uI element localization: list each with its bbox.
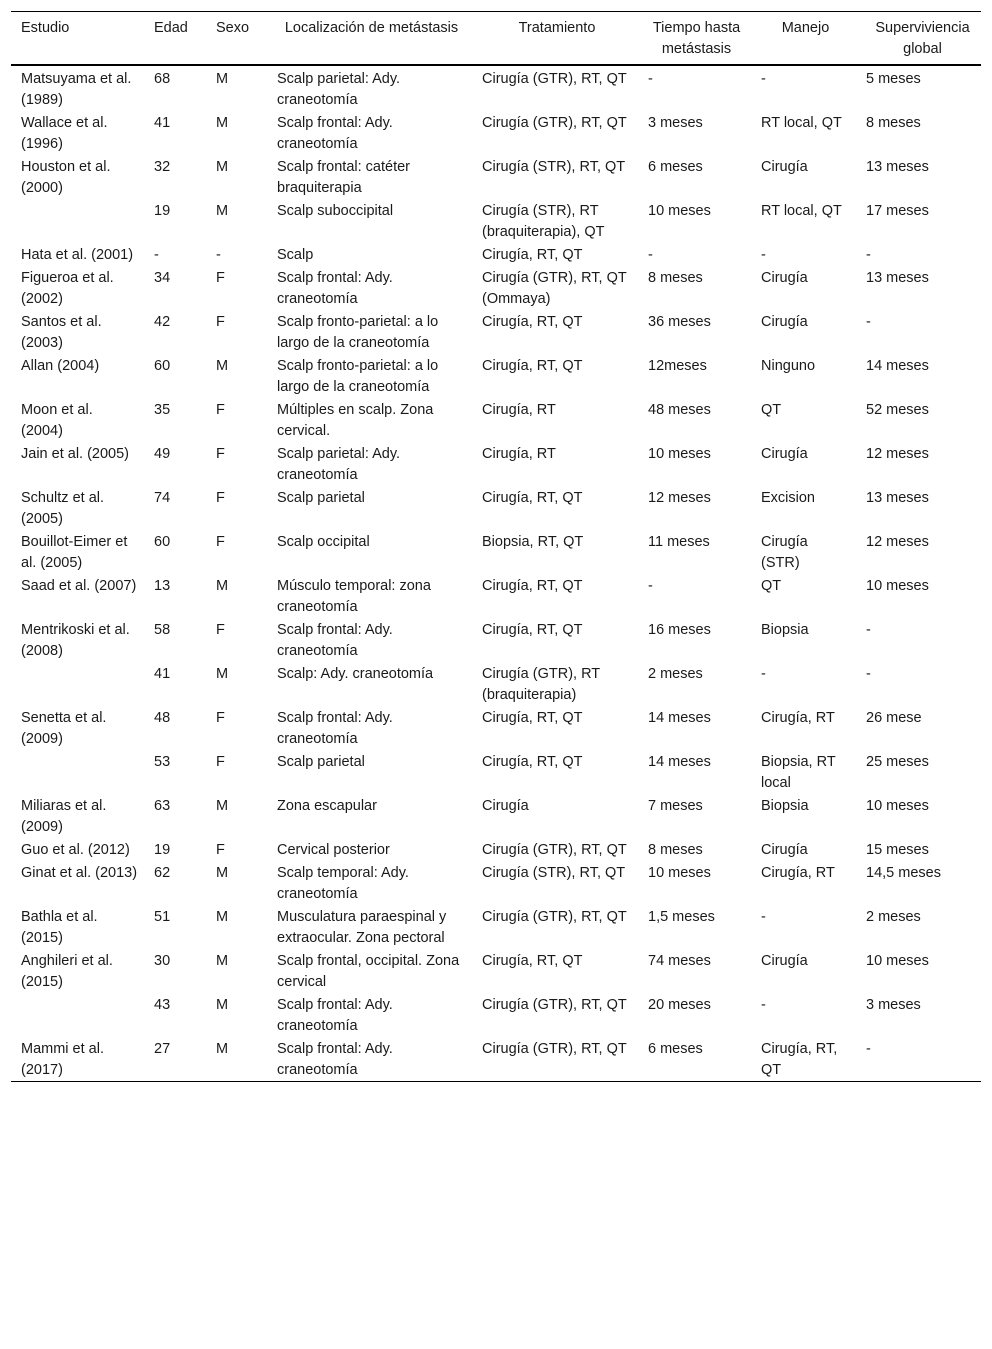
cell-superviviencia: 13 meses [866, 270, 929, 286]
header-localizacion: Localización de metástasis [267, 12, 472, 66]
cell-estudio [11, 199, 144, 243]
cell-manejo: Ninguno [761, 358, 816, 374]
cell-tiempo: 7 meses [648, 798, 703, 814]
cell-localizacion: Scalp parietal [277, 754, 365, 770]
cell-edad: 60 [154, 534, 171, 550]
cell-edad: 30 [154, 953, 171, 969]
cell-edad: 41 [154, 115, 171, 131]
cell-tiempo: 1,5 meses [648, 909, 715, 925]
cell-sexo: M [216, 358, 229, 374]
cell-edad: 32 [154, 159, 171, 175]
cell-estudio: Guo et al. (2012) [21, 842, 130, 858]
cell-manejo: Biopsia [761, 622, 809, 638]
table-row [11, 354, 981, 398]
cell-localizacion: Scalp frontal: Ady. craneotomía [277, 1041, 393, 1078]
cell-tiempo: 6 meses [648, 159, 703, 175]
cell-manejo: Biopsia, RT local [761, 754, 836, 791]
table-row [11, 706, 981, 750]
cell-manejo: - [761, 666, 766, 682]
cell-manejo: RT local, QT [761, 203, 842, 219]
cell-edad: 42 [154, 314, 171, 330]
cell-tiempo: 48 meses [648, 402, 711, 418]
cell-tiempo: 12 meses [648, 490, 711, 506]
cell-sexo: F [216, 710, 225, 726]
table-row [11, 949, 981, 993]
cell-estudio: Houston et al. (2000) [21, 159, 111, 196]
cell-localizacion: Zona escapular [277, 798, 377, 814]
cell-localizacion: Scalp frontal: Ady. craneotomía [277, 115, 393, 152]
cell-estudio: Santos et al. (2003) [21, 314, 102, 351]
cell-manejo: - [761, 909, 766, 925]
cell-tiempo: 10 meses [648, 865, 711, 881]
cell-tratamiento: Cirugía, RT, QT [482, 953, 583, 969]
cell-localizacion: Scalp parietal: Ady. craneotomía [277, 71, 401, 108]
table-row [11, 111, 981, 155]
cell-tiempo: 20 meses [648, 997, 711, 1013]
cell-localizacion: Múltiples en scalp. Zona cervical. [277, 402, 434, 439]
cell-tiempo: 8 meses [648, 270, 703, 286]
cell-sexo: F [216, 314, 225, 330]
cell-superviviencia: 17 meses [866, 203, 929, 219]
cell-localizacion: Scalp frontal: Ady. craneotomía [277, 997, 393, 1034]
table-row [11, 310, 981, 354]
cell-superviviencia: 8 meses [866, 115, 921, 131]
cell-localizacion: Scalp parietal [277, 490, 365, 506]
table-row [11, 199, 981, 243]
cell-edad: 43 [154, 997, 171, 1013]
cell-tratamiento: Cirugía (GTR), RT, QT [482, 115, 627, 131]
cell-superviviencia: - [866, 314, 871, 330]
cell-superviviencia: 15 meses [866, 842, 929, 858]
cell-sexo: F [216, 402, 225, 418]
cell-sexo: M [216, 953, 229, 969]
cell-sexo: M [216, 71, 229, 87]
table-row [11, 794, 981, 838]
cell-sexo: M [216, 115, 229, 131]
cell-tiempo: 36 meses [648, 314, 711, 330]
cell-superviviencia: 14,5 meses [866, 865, 941, 881]
table-row [11, 65, 981, 111]
cell-estudio: Saad et al. (2007) [21, 578, 137, 594]
cell-tratamiento: Cirugía, RT [482, 402, 556, 418]
table-row [11, 905, 981, 949]
cell-tiempo: 6 meses [648, 1041, 703, 1057]
cell-superviviencia: 13 meses [866, 490, 929, 506]
cell-estudio: Bouillot-Eimer et al. (2005) [21, 534, 128, 571]
cell-estudio [11, 750, 144, 794]
cell-estudio [11, 662, 144, 706]
cell-estudio: Ginat et al. (2013) [21, 865, 138, 881]
cell-sexo: M [216, 203, 229, 219]
cell-tiempo: 8 meses [648, 842, 703, 858]
cell-tratamiento: Cirugía, RT, QT [482, 358, 583, 374]
cell-estudio: Anghileri et al. (2015) [21, 953, 113, 990]
cell-edad: 68 [154, 71, 171, 87]
cell-tiempo: 74 meses [648, 953, 711, 969]
cell-tratamiento: Cirugía, RT, QT [482, 490, 583, 506]
cell-tratamiento: Cirugía (GTR), RT, QT [482, 997, 627, 1013]
cell-edad: 63 [154, 798, 171, 814]
cell-manejo: Excision [761, 490, 815, 506]
cell-sexo: M [216, 159, 229, 175]
header-superviviencia-global: Superviviencia global [856, 12, 981, 66]
cell-edad: 19 [154, 842, 171, 858]
cell-tratamiento: Cirugía, RT, QT [482, 710, 583, 726]
cell-tratamiento: Biopsia, RT, QT [482, 534, 584, 550]
cell-edad: 49 [154, 446, 171, 462]
cell-localizacion: Scalp frontal: catéter braquiterapia [277, 159, 410, 196]
cell-sexo: M [216, 578, 229, 594]
cell-estudio: Jain et al. (2005) [21, 446, 130, 462]
table-row [11, 243, 981, 266]
cell-localizacion: Musculatura paraespinal y extraocular. Zona pectoral [277, 909, 447, 946]
cell-sexo: F [216, 270, 225, 286]
cell-edad: - [154, 247, 159, 263]
table-row [11, 618, 981, 662]
cell-sexo: - [216, 247, 221, 263]
cell-localizacion: Músculo temporal: zona craneotomía [277, 578, 431, 615]
cell-edad: 62 [154, 865, 171, 881]
cell-localizacion: Scalp temporal: Ady. craneotomía [277, 865, 409, 902]
cell-localizacion: Scalp [277, 247, 314, 263]
cell-sexo: F [216, 490, 225, 506]
cell-edad: 35 [154, 402, 171, 418]
cell-sexo: M [216, 1041, 229, 1057]
cell-superviviencia: 3 meses [866, 997, 921, 1013]
cell-superviviencia: 26 mese [866, 710, 922, 726]
header-tratamiento: Tratamiento [472, 12, 638, 66]
cell-tratamiento: Cirugía, RT, QT [482, 314, 583, 330]
cell-manejo: QT [761, 402, 782, 418]
cell-edad: 60 [154, 358, 171, 374]
cell-superviviencia: 13 meses [866, 159, 929, 175]
cell-tiempo: 10 meses [648, 203, 711, 219]
cell-superviviencia: - [866, 666, 871, 682]
cell-superviviencia: 25 meses [866, 754, 929, 770]
cell-tiempo: 2 meses [648, 666, 703, 682]
cell-superviviencia: - [866, 622, 871, 638]
table-row [11, 750, 981, 794]
cell-tratamiento: Cirugía (GTR), RT, QT [482, 71, 627, 87]
cell-sexo: F [216, 446, 225, 462]
cell-tiempo: 14 meses [648, 754, 711, 770]
cell-manejo: Cirugía, RT [761, 710, 835, 726]
cell-manejo: Cirugía [761, 842, 808, 858]
header-sexo: Sexo [206, 12, 267, 66]
cell-tratamiento: Cirugía (GTR), RT (braquiterapia) [482, 666, 600, 703]
table-row [11, 662, 981, 706]
table-row [11, 574, 981, 618]
cell-edad: 41 [154, 666, 171, 682]
cell-edad: 58 [154, 622, 171, 638]
cell-tratamiento: Cirugía, RT [482, 446, 556, 462]
table-body [11, 65, 981, 1082]
table-row [11, 442, 981, 486]
cell-manejo: RT local, QT [761, 115, 842, 131]
cell-tratamiento: Cirugía, RT, QT [482, 754, 583, 770]
cell-localizacion: Scalp suboccipital [277, 203, 394, 219]
cell-estudio: Figueroa et al. (2002) [21, 270, 114, 307]
cell-edad: 34 [154, 270, 171, 286]
cell-estudio: Miliaras et al. (2009) [21, 798, 107, 835]
table-row [11, 486, 981, 530]
cell-tratamiento: Cirugía (GTR), RT, QT [482, 1041, 627, 1057]
cell-manejo: Cirugía [761, 953, 808, 969]
cell-estudio: Schultz et al. (2005) [21, 490, 105, 527]
cell-tiempo: 16 meses [648, 622, 711, 638]
cell-localizacion: Scalp frontal: Ady. craneotomía [277, 270, 393, 307]
cell-tratamiento: Cirugía (STR), RT, QT [482, 159, 626, 175]
cell-superviviencia: 12 meses [866, 446, 929, 462]
cell-superviviencia: 14 meses [866, 358, 929, 374]
header-tiempo-hasta-metastasis: Tiempo hasta metástasis [638, 12, 751, 66]
cell-manejo: QT [761, 578, 782, 594]
cell-superviviencia: 5 meses [866, 71, 921, 87]
cell-edad: 27 [154, 1041, 171, 1057]
cell-tratamiento: Cirugía (GTR), RT, QT [482, 842, 627, 858]
cell-superviviencia: 10 meses [866, 953, 929, 969]
cell-manejo: Cirugía [761, 314, 808, 330]
cell-sexo: F [216, 754, 225, 770]
table-row [11, 993, 981, 1037]
header-estudio: Estudio [11, 12, 144, 66]
cell-superviviencia: 10 meses [866, 578, 929, 594]
cell-tiempo: - [648, 578, 653, 594]
cell-estudio: Hata et al. (2001) [21, 247, 134, 263]
cell-edad: 51 [154, 909, 171, 925]
cell-localizacion: Scalp parietal: Ady. craneotomía [277, 446, 401, 483]
cell-manejo: - [761, 71, 766, 87]
cell-tratamiento: Cirugía (GTR), RT, QT (Ommaya) [482, 270, 627, 307]
table-row [11, 1037, 981, 1082]
cell-estudio [11, 993, 144, 1037]
cell-estudio: Mammi et al. (2017) [21, 1041, 104, 1078]
cell-edad: 19 [154, 203, 171, 219]
cell-manejo: Cirugía, RT, QT [761, 1041, 838, 1078]
cell-localizacion: Scalp occipital [277, 534, 370, 550]
cell-superviviencia: 52 meses [866, 402, 929, 418]
cell-tratamiento: Cirugía, RT, QT [482, 622, 583, 638]
cell-tratamiento: Cirugía (GTR), RT, QT [482, 909, 627, 925]
cell-edad: 53 [154, 754, 171, 770]
cell-tiempo: - [648, 247, 653, 263]
cell-localizacion: Scalp frontal, occipital. Zona cervical [277, 953, 460, 990]
table-row [11, 398, 981, 442]
cell-manejo: Cirugía (STR) [761, 534, 808, 571]
cell-manejo: Cirugía, RT [761, 865, 835, 881]
cell-localizacion: Scalp fronto-parietal: a lo largo de la craneotomía [277, 314, 439, 351]
cell-tiempo: 14 meses [648, 710, 711, 726]
header-row [11, 12, 981, 66]
cell-localizacion: Scalp frontal: Ady. craneotomía [277, 710, 393, 747]
cell-sexo: M [216, 798, 229, 814]
cell-estudio: Mentrikoski et al. (2008) [21, 622, 130, 659]
table-row [11, 266, 981, 310]
cell-tratamiento: Cirugía (STR), RT, QT [482, 865, 626, 881]
cell-localizacion: Scalp frontal: Ady. craneotomía [277, 622, 393, 659]
cell-manejo: Cirugía [761, 270, 808, 286]
cell-tiempo: - [648, 71, 653, 87]
cell-tiempo: 11 meses [648, 534, 710, 550]
cell-manejo: - [761, 247, 766, 263]
table-header [11, 12, 981, 66]
cell-estudio: Bathla et al. (2015) [21, 909, 98, 946]
table-row [11, 838, 981, 861]
cell-superviviencia: 12 meses [866, 534, 929, 550]
cell-sexo: F [216, 534, 225, 550]
table-row [11, 861, 981, 905]
cell-tratamiento: Cirugía, RT, QT [482, 247, 583, 263]
cell-estudio: Moon et al. (2004) [21, 402, 93, 439]
cell-sexo: F [216, 622, 225, 638]
table-row [11, 155, 981, 199]
cell-sexo: F [216, 842, 225, 858]
cell-tiempo: 10 meses [648, 446, 711, 462]
cell-tratamiento: Cirugía (STR), RT (braquiterapia), QT [482, 203, 605, 240]
cell-estudio: Wallace et al.(1996) [21, 115, 108, 152]
cell-sexo: M [216, 666, 229, 682]
header-manejo: Manejo [751, 12, 856, 66]
header-edad: Edad [144, 12, 206, 66]
cell-sexo: M [216, 909, 229, 925]
cell-edad: 74 [154, 490, 171, 506]
cell-sexo: M [216, 997, 229, 1013]
cell-superviviencia: - [866, 247, 871, 263]
cell-superviviencia: - [866, 1041, 871, 1057]
cell-manejo: Cirugía [761, 159, 808, 175]
cell-localizacion: Cervical posterior [277, 842, 390, 858]
cell-edad: 48 [154, 710, 171, 726]
cell-manejo: Cirugía [761, 446, 808, 462]
cell-localizacion: Scalp: Ady. craneotomía [277, 666, 434, 682]
cell-estudio: Senetta et al. (2009) [21, 710, 107, 747]
cell-tiempo: 3 meses [648, 115, 703, 131]
metastasis-table [11, 11, 981, 1082]
cell-estudio: Matsuyama et al. (1989) [21, 71, 132, 108]
cell-localizacion: Scalp fronto-parietal: a lo largo de la craneotomía [277, 358, 439, 395]
cell-tiempo: 12meses [648, 358, 707, 374]
cell-superviviencia: 2 meses [866, 909, 921, 925]
table-row [11, 530, 981, 574]
cell-manejo: - [761, 997, 766, 1013]
cell-tratamiento: Cirugía [482, 798, 529, 814]
cell-superviviencia: 10 meses [866, 798, 929, 814]
cell-edad: 13 [154, 578, 171, 594]
cell-estudio: Allan (2004) [21, 358, 100, 374]
cell-manejo: Biopsia [761, 798, 809, 814]
cell-tratamiento: Cirugía, RT, QT [482, 578, 583, 594]
cell-sexo: M [216, 865, 229, 881]
